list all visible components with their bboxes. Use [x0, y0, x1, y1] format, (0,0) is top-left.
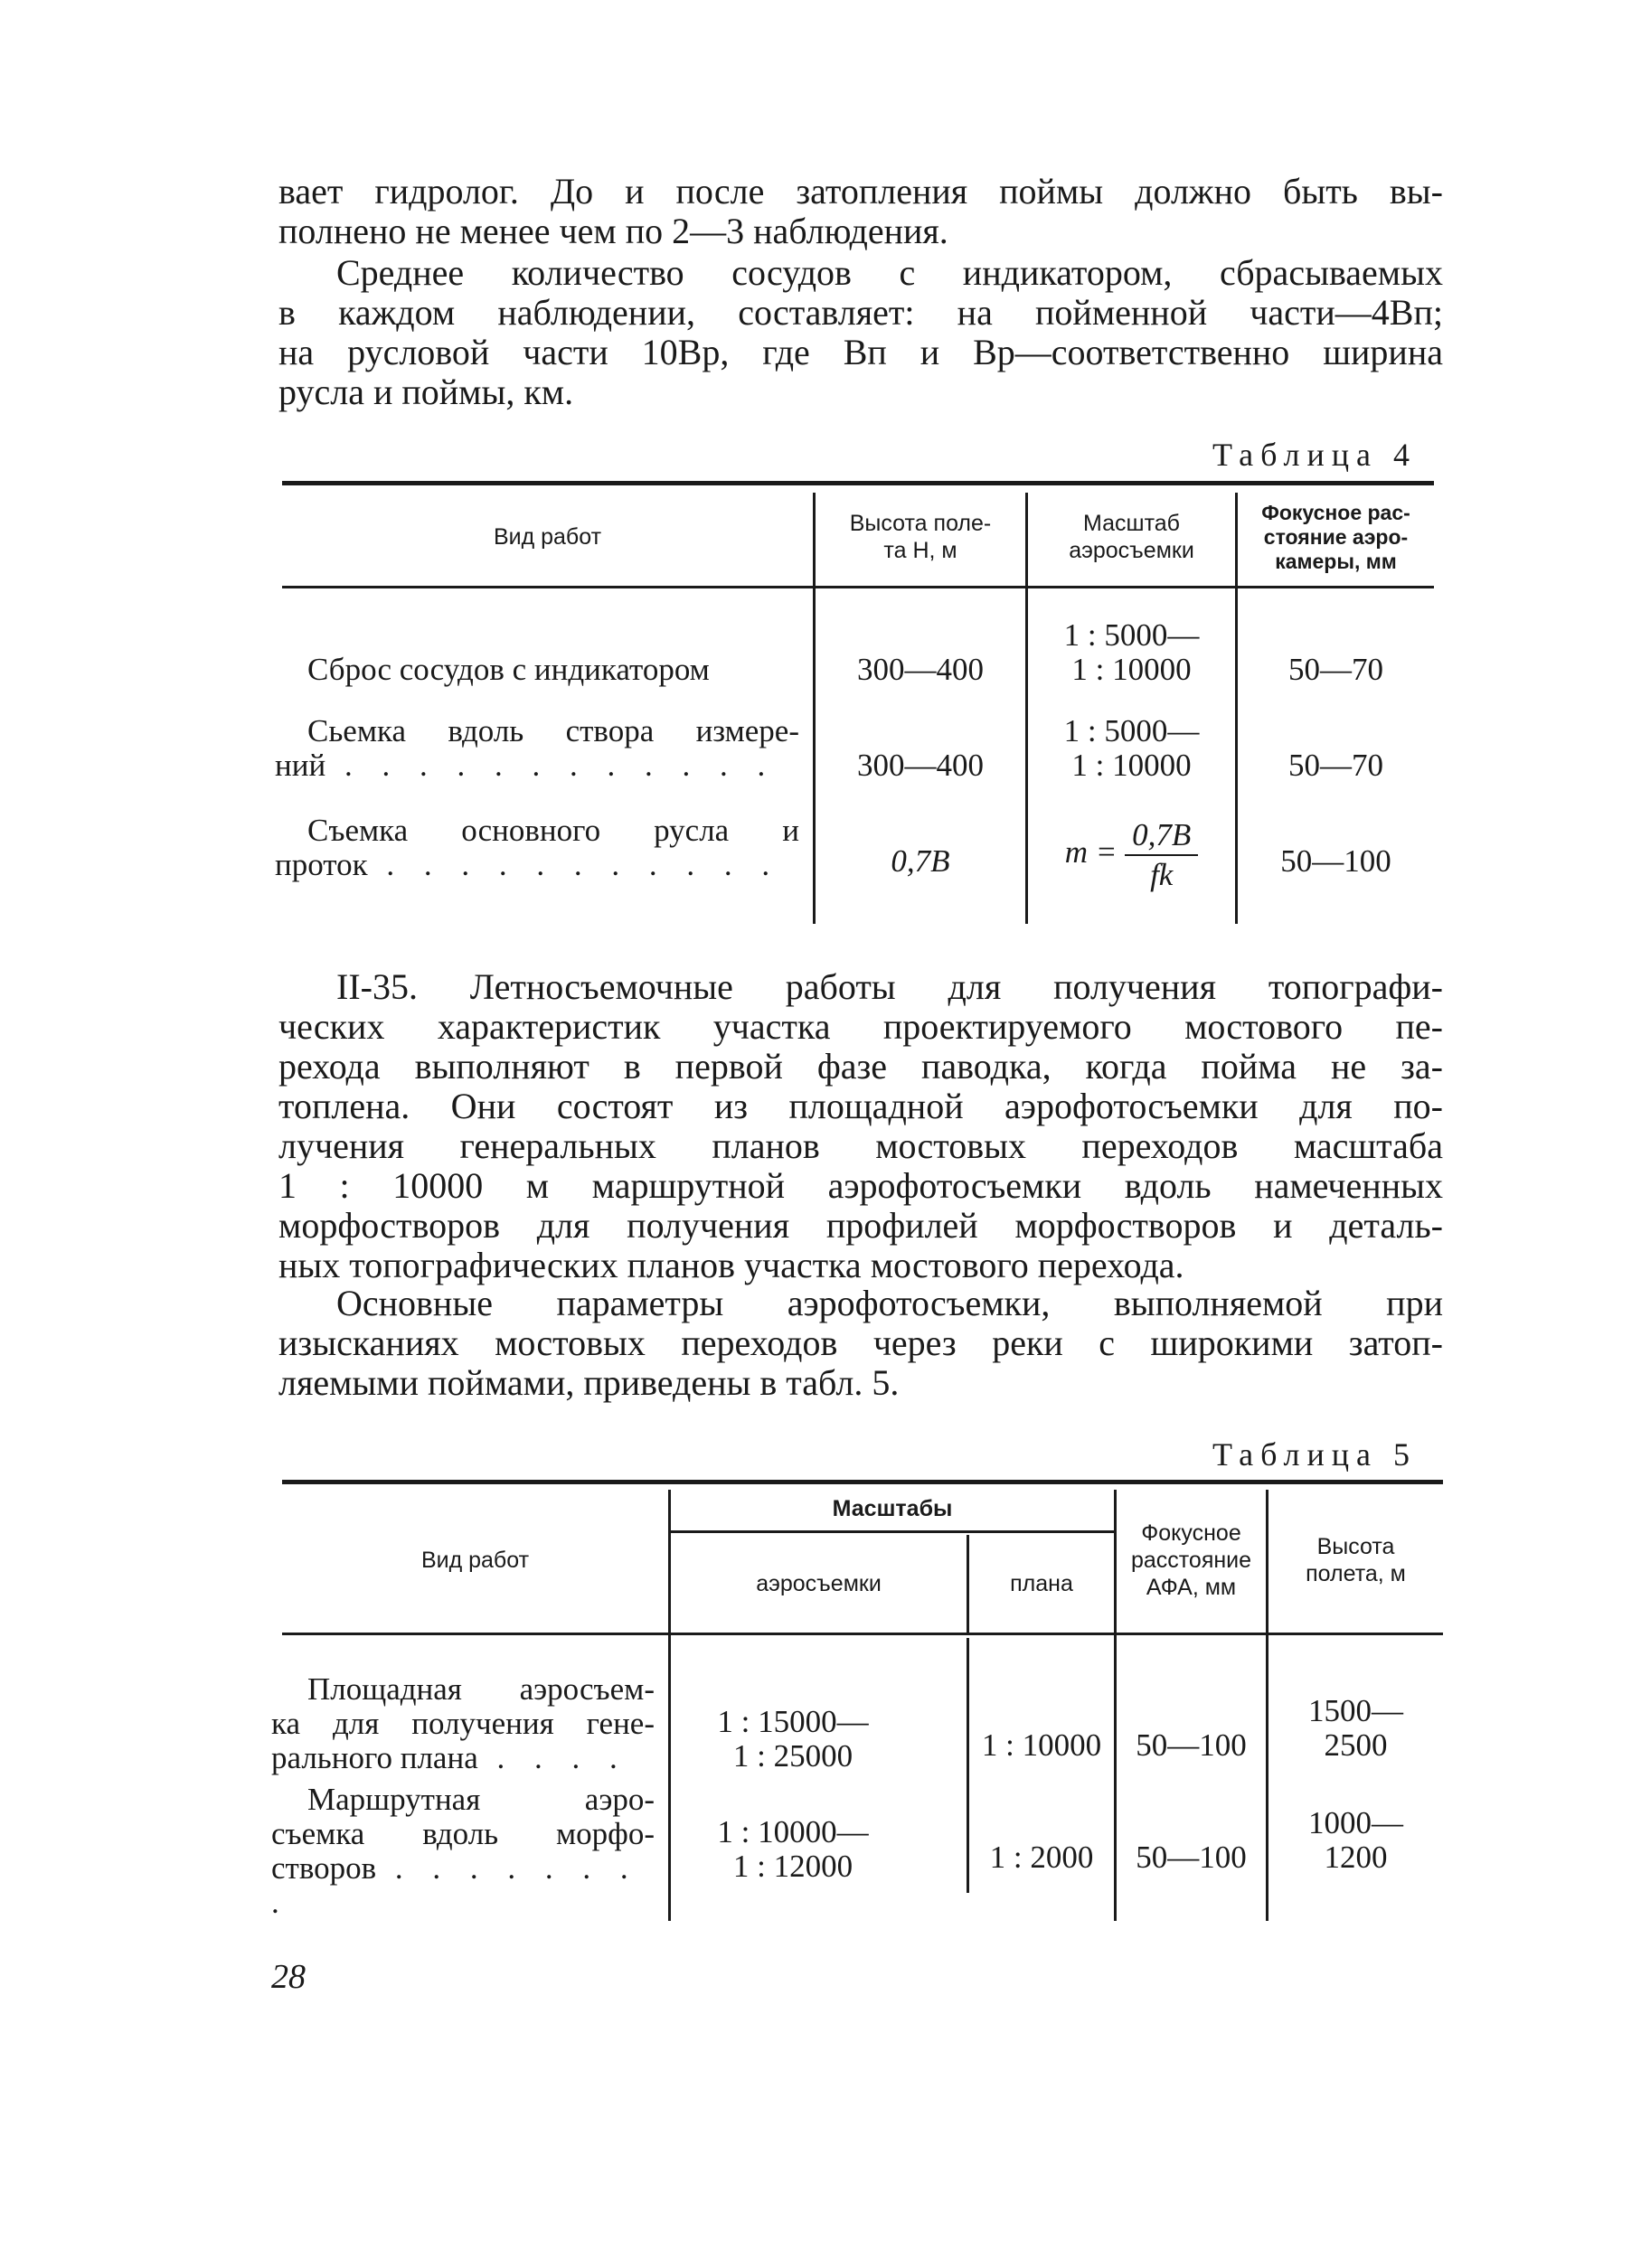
- leader-dots: . . . . . . . . . . . .: [325, 748, 777, 783]
- params-line: изысканиях мостовых переходов через реки с широкими затоп-: [278, 1322, 1443, 1363]
- table4-header-work: Вид работ: [493, 524, 602, 550]
- section-line: морфостворов для получения профилей морфостворов и деталь-: [278, 1205, 1443, 1246]
- table5-header-scales: Масштабы: [832, 1496, 953, 1521]
- table5-header-plan: плана: [1010, 1571, 1073, 1596]
- table4-header-focal: Фокусное рас- стояние аэро- камеры, мм: [1261, 500, 1410, 573]
- table5-top-rule: [282, 1480, 1443, 1484]
- section-line: рехода выполняют в первой фазе паводка, когда пойма не за-: [278, 1046, 1443, 1087]
- table5-row-aerial: 1 : 15000— 1 : 25000: [717, 1704, 869, 1774]
- table4-row-work: Сброс сосудов с индикатором: [307, 652, 710, 687]
- page-number: 28: [271, 1958, 306, 1996]
- table5-row-work: Маршрутная аэро- съемка вдоль морфо- створов . . . . . . . .: [271, 1782, 655, 1920]
- table4-row-scale: 1 : 5000— 1 : 10000: [1063, 617, 1200, 687]
- section-paragraph: [278, 967, 1443, 1285]
- table5-header-rule: [282, 1633, 1443, 1635]
- section-line: 1 : 10000 м маршрутной аэрофотосъемки вдоль намеченных: [278, 1165, 1443, 1206]
- intro-line: вает гидролог. До и после затопления поймы должно быть вы-: [278, 171, 1443, 212]
- table5-row-focal: 50—100: [1136, 1840, 1247, 1875]
- table5-header-height: Высота полета, м: [1306, 1533, 1406, 1586]
- intro-line: полнено не менее чем по 2—3 наблюдения.: [278, 211, 948, 251]
- table4-header-height: Высота поле- та H, м: [849, 511, 992, 563]
- vessels-line: в каждом наблюдении, составляет: на пойменной части—4Bп;: [278, 292, 1443, 333]
- table4-row-work: Сьемка вдоль створа измере- ний . . . . . . . . . . . .: [275, 713, 799, 783]
- vessels-paragraph: [278, 253, 1443, 412]
- vessels-line: русла и поймы, км.: [278, 372, 574, 412]
- table4-row-height: 300—400: [857, 748, 984, 783]
- leader-dots: . . . . . . . . . . .: [367, 847, 781, 882]
- params-paragraph: [278, 1284, 1443, 1403]
- vessels-line: на русловой части 10Bр, где Bп и Bр—соответственно ширина: [278, 332, 1443, 372]
- table5-row-aerial: 1 : 10000— 1 : 12000: [717, 1814, 869, 1884]
- table4-row-height: 0,7B: [891, 843, 950, 879]
- table5-header-aerial: аэросъемки: [756, 1571, 882, 1596]
- leader-dots: . . . . . . . .: [271, 1850, 639, 1920]
- table4-row-focal: 50—70: [1288, 652, 1383, 687]
- table5-scales-rule: [671, 1530, 1114, 1533]
- section-line: топлена. Они состоят из площадной аэрофотосъемки для по-: [278, 1086, 1443, 1126]
- table5-row-height: 1000— 1200: [1308, 1805, 1403, 1875]
- table4-row-height: 300—400: [857, 652, 984, 687]
- table4-row-scale-formula: m = $\frac{0,7B}{fk}$: [1028, 818, 1235, 892]
- table5-row-focal: 50—100: [1136, 1727, 1247, 1763]
- section-line: лучения генеральных планов мостовых переходов масштаба: [278, 1125, 1443, 1166]
- table4-top-rule: [282, 481, 1434, 485]
- params-line: ляемыми поймами, приведены в табл. 5.: [278, 1362, 900, 1403]
- table4-caption: Таблица 4: [1212, 437, 1417, 473]
- fraction: $\frac{0,7B}{fk}$: [1125, 818, 1198, 892]
- table5-row-work: Площадная аэросъем- ка для получения гене- рального плана . . . .: [271, 1671, 655, 1775]
- vessels-line: Среднее количество сосудов с индикатором, сбрасываемых: [336, 252, 1443, 293]
- table5-row-plan: 1 : 2000: [989, 1840, 1094, 1875]
- section-line: II-35. Летносъемочные работы для получения топографи-: [336, 966, 1443, 1007]
- table4-header-scale: Масштаб аэросъемки: [1069, 511, 1194, 563]
- table5-header-work: Вид работ: [420, 1547, 530, 1573]
- table5-header-focal: Фокусное расстояние АФА, мм: [1130, 1520, 1252, 1600]
- leader-dots: . . . .: [477, 1740, 628, 1775]
- intro-paragraph: [278, 172, 1443, 251]
- table4-row-work: Съемка основного русла и проток . . . . . . . . . . .: [275, 813, 799, 882]
- section-line: ных топографических планов участка мостового перехода.: [278, 1245, 1184, 1285]
- params-line: Основные параметры аэрофотосъемки, выполняемой при: [336, 1283, 1443, 1323]
- table5-row-height: 1500— 2500: [1308, 1693, 1403, 1763]
- section-line: ческих характеристик участка проектируемого мостового пе-: [278, 1006, 1443, 1047]
- table4-header-rule: [282, 586, 1434, 588]
- table4-row-focal: 50—100: [1280, 843, 1391, 879]
- table5-caption: Таблица 5: [1212, 1436, 1417, 1473]
- table5-row-plan: 1 : 10000: [981, 1727, 1102, 1763]
- table4-row-focal: 50—70: [1288, 748, 1383, 783]
- table4-row-scale: 1 : 5000— 1 : 10000: [1063, 713, 1200, 783]
